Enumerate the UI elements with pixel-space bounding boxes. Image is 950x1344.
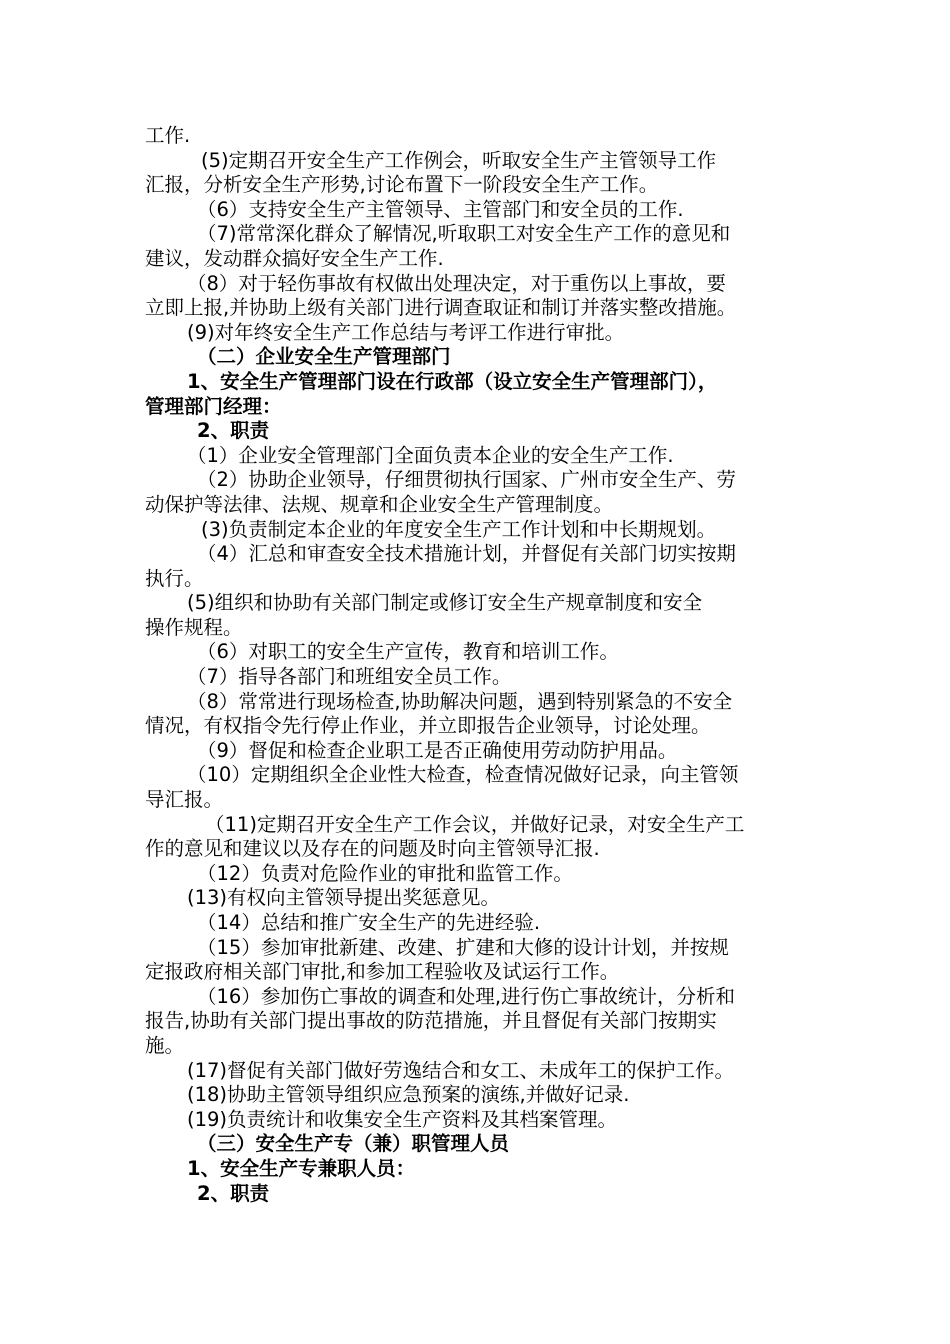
- section-heading-line: 2、职责: [197, 1181, 270, 1205]
- text-line: （12）负责对危险作业的审批和监管工作。: [197, 861, 573, 885]
- text-line: (19)负责统计和收集安全生产资料及其档案管理。: [187, 1107, 618, 1131]
- text-line: 工作.: [145, 124, 191, 147]
- text-line: 汇报，分析安全生产形势,讨论布置下一阶段安全生产工作。: [145, 173, 659, 197]
- text-line: （7)常常深化群众了解情况,听取职工对安全生产工作的意见和: [197, 222, 731, 246]
- text-line: 动保护等法律、法规、规章和企业安全生产管理制度。: [145, 492, 614, 516]
- document-body: [145, 124, 810, 1206]
- text-line: （6）支持安全生产主管领导、主管部门和安全员的工作.: [197, 197, 684, 221]
- text-line: （9）督促和检查企业职工是否正确使用劳动防护用品。: [197, 738, 678, 762]
- text-line: 报告,协助有关部门提出事故的防范措施，并且督促有关部门按期实: [145, 1009, 717, 1033]
- text-line: 执行。: [145, 566, 204, 590]
- text-line: (3)负责制定本企业的年度安全生产工作计划和中长期规划。: [201, 517, 717, 541]
- text-line: 施。: [145, 1033, 185, 1057]
- text-line: 定报政府相关部门审批,和参加工程验收及试运行工作。: [145, 960, 620, 984]
- text-line: （6）对职工的安全生产宣传，教育和培训工作。: [197, 640, 619, 664]
- section-heading-line: （三）安全生产专（兼）职管理人员: [197, 1132, 510, 1156]
- text-line: 操作规程。: [145, 615, 243, 639]
- text-line: （8）对于轻伤事故有权做出处理决定，对于重伤以上事故，要: [187, 271, 726, 295]
- section-heading-line: （二）企业安全生产管理部门: [197, 345, 451, 369]
- text-line: （8）常常进行现场检查,协助解决问题，遇到特别紧急的不安全: [187, 689, 733, 713]
- text-line: (5)定期召开安全生产工作例会，听取安全生产主管领导工作: [201, 148, 717, 172]
- text-line: 情况，有权指令先行停止作业，并立即报告企业领导，讨论处理。: [145, 714, 711, 738]
- text-line: （1）企业安全管理部门全面负责本企业的安全生产工作.: [187, 443, 674, 467]
- text-line: (17)督促有关部门做好劳逸结合和女工、未成年工的保护工作。: [187, 1058, 735, 1082]
- section-heading-line: 管理部门经理：: [145, 394, 282, 418]
- text-line: (9)对年终安全生产工作总结与考评工作进行审批。: [187, 320, 625, 344]
- text-line: (18)协助主管领导组织应急预案的演练,并做好记录.: [187, 1083, 630, 1107]
- text-line: （2）协助企业领导，仔细贯彻执行国家、广州市安全生产、劳: [197, 468, 736, 492]
- text-line: (5)组织和协助有关部门制定或修订安全生产规章制度和安全: [187, 591, 703, 615]
- text-line: (13)有权向主管领导提出奖惩意见。: [187, 886, 501, 910]
- section-heading-line: 2、职责: [197, 419, 270, 443]
- text-line: 导汇报。: [145, 788, 224, 812]
- text-line: （7）指导各部门和班组安全员工作。: [187, 665, 512, 689]
- text-line: （14）总结和推广安全生产的先进经验.: [197, 911, 541, 934]
- text-line: （11)定期召开安全生产工作会议，并做好记录，对安全生产工: [205, 812, 745, 836]
- text-line: （4）汇总和审查安全技术措施计划，并督促有关部门切实按期: [197, 542, 736, 566]
- section-heading-line: 1、安全生产专兼职人员：: [187, 1156, 416, 1180]
- text-line: 作的意见和建议以及存在的问题及时向主管领导汇报.: [145, 837, 600, 861]
- text-line: （16）参加伤亡事故的调查和处理,进行伤亡事故统计，分析和: [197, 984, 736, 1008]
- text-line: （15）参加审批新建、改建、扩建和大修的设计计划，并按规: [197, 935, 729, 959]
- text-line: 立即上报,并协助上级有关部门进行调查取证和制订并落实整改措施。: [145, 296, 737, 320]
- section-heading-line: 1、安全生产管理部门设在行政部（设立安全生产管理部门），: [187, 369, 718, 393]
- text-line: 建议，发动群众搞好安全生产工作.: [145, 246, 444, 270]
- text-line: （10）定期组织全企业性大检查，检查情况做好记录，向主管领: [187, 763, 739, 787]
